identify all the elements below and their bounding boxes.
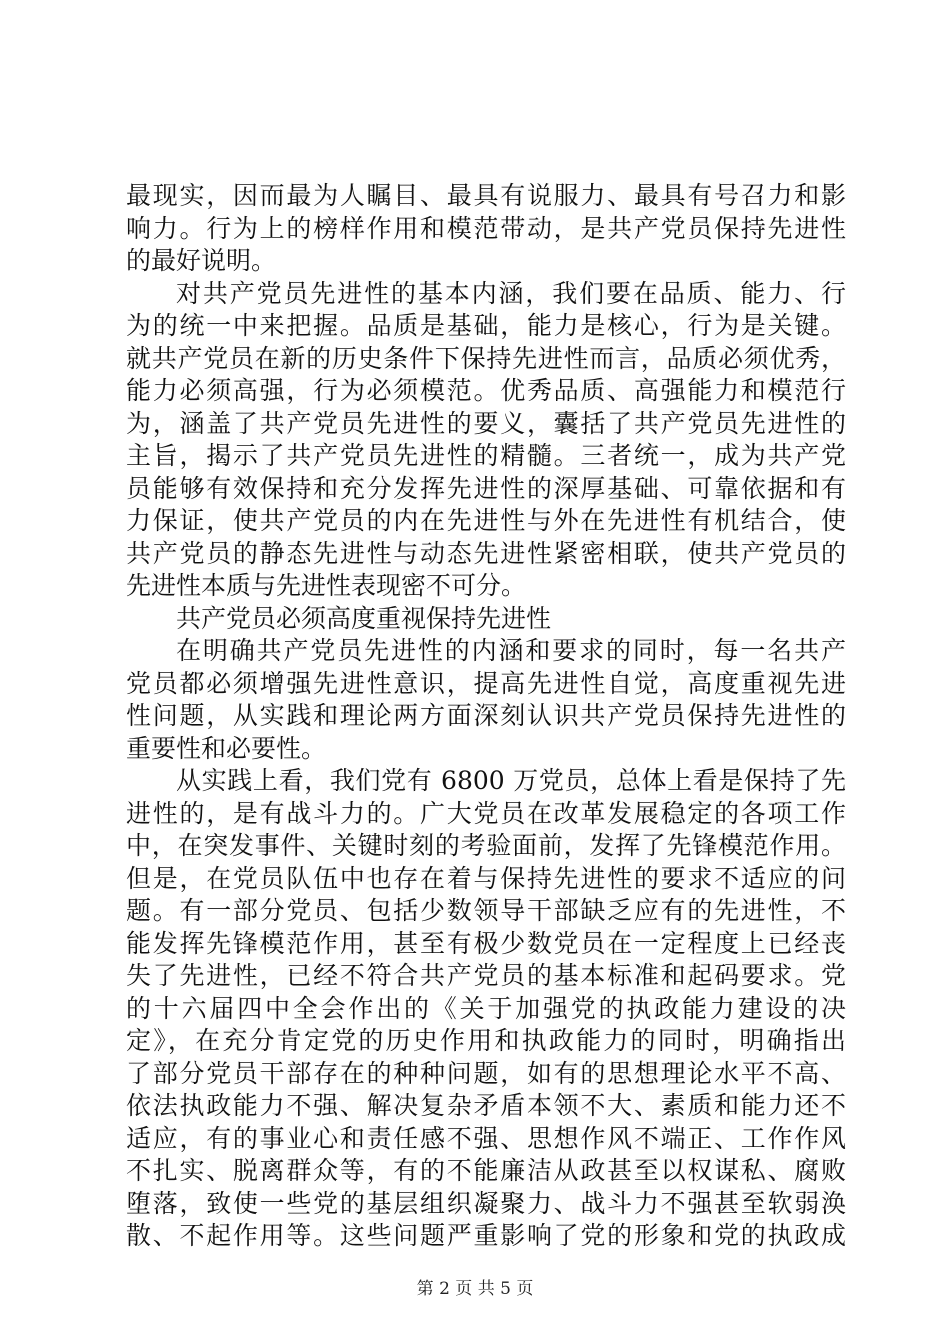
text-line: 进性的，是有战斗力的。广大党员在改革发展稳定的各项工作 [126,798,846,828]
text-line: 适应，有的事业心和责任感不强、思想作风不端正、工作作风 [126,1123,846,1153]
text-line: 题。有一部分党员、包括少数领导干部缺乏应有的先进性，不 [126,896,846,925]
text-line: 的十六届四中全会作出的《关于加强党的执政能力建设的决 [126,993,846,1023]
text-line: 为的统一中来把握。品质是基础，能力是核心，行为是关键。 [126,311,846,340]
text-line: 依法执政能力不强、解决复杂矛盾本领不大、素质和能力还不 [126,1091,846,1120]
text-line: 但是，在党员队伍中也存在着与保持先进性的要求不适应的问 [126,863,846,893]
text-line: 党员都必须增强先进性意识，提高先进性自觉，高度重视先进 [126,668,846,698]
text-line: 失了先进性，已经不符合共产党员的基本标准和起码要求。党 [126,961,846,990]
text-line: 重要性和必要性。 [126,733,327,763]
text-line: 了部分党员干部存在的种种问题，如有的思想理论水平不高、 [126,1058,846,1088]
text-line: 的最好说明。 [126,246,277,275]
text-line: 在明确共产党员先进性的内涵和要求的同时，每一名共产 [176,636,846,665]
text-line: 堕落，致使一些党的基层组织凝聚力、战斗力不强甚至软弱涣 [126,1188,846,1218]
text-line: 最现实，因而最为人瞩目、最具有说服力、最具有号召力和影 [126,181,846,210]
text-line: 不扎实、脱离群众等，有的不能廉洁从政甚至以权谋私、腐败 [126,1156,846,1185]
text-line: 先进性本质与先进性表现密不可分。 [126,571,527,600]
text-line: 为，涵盖了共产党员先进性的要义，囊括了共产党员先进性的 [126,408,846,438]
text-line: 中，在突发事件、关键时刻的考验面前，发挥了先锋模范作用。 [126,831,846,860]
text-line: 就共产党员在新的历史条件下保持先进性而言，品质必须优秀， [126,343,846,373]
text-line: 能力必须高强，行为必须模范。优秀品质、高强能力和模范行 [126,376,846,405]
text-line: 力保证，使共产党员的内在先进性与外在先进性有机结合，使 [126,506,846,535]
text-line: 从实践上看，我们党有 6800 万党员，总体上看是保持了先 [176,766,846,795]
text-line: 响力。行为上的榜样作用和模范带动，是共产党员保持先进性 [126,213,846,243]
text-line: 定》，在充分肯定党的历史作用和执政能力的同时，明确指出 [126,1026,846,1055]
text-line: 对共产党员先进性的基本内涵，我们要在品质、能力、行 [176,278,846,308]
text-line: 散、不起作用等。这些问题严重影响了党的形象和党的执政成 [126,1221,846,1250]
text-line: 性问题，从实践和理论两方面深刻认识共产党员保持先进性的 [126,701,846,730]
text-line: 主旨，揭示了共产党员先进性的精髓。三者统一，成为共产党 [126,441,846,470]
text-line: 员能够有效保持和充分发挥先进性的深厚基础、可靠依据和有 [126,473,846,503]
text-line: 共产党员的静态先进性与动态先进性紧密相联，使共产党员的 [126,538,846,568]
text-line: 能发挥先锋模范作用，甚至有极少数党员在一定程度上已经丧 [126,928,846,958]
page-number-footer: 第 2 页 共 5 页 [416,1279,534,1299]
section-heading: 共产党员必须高度重视保持先进性 [176,603,552,633]
